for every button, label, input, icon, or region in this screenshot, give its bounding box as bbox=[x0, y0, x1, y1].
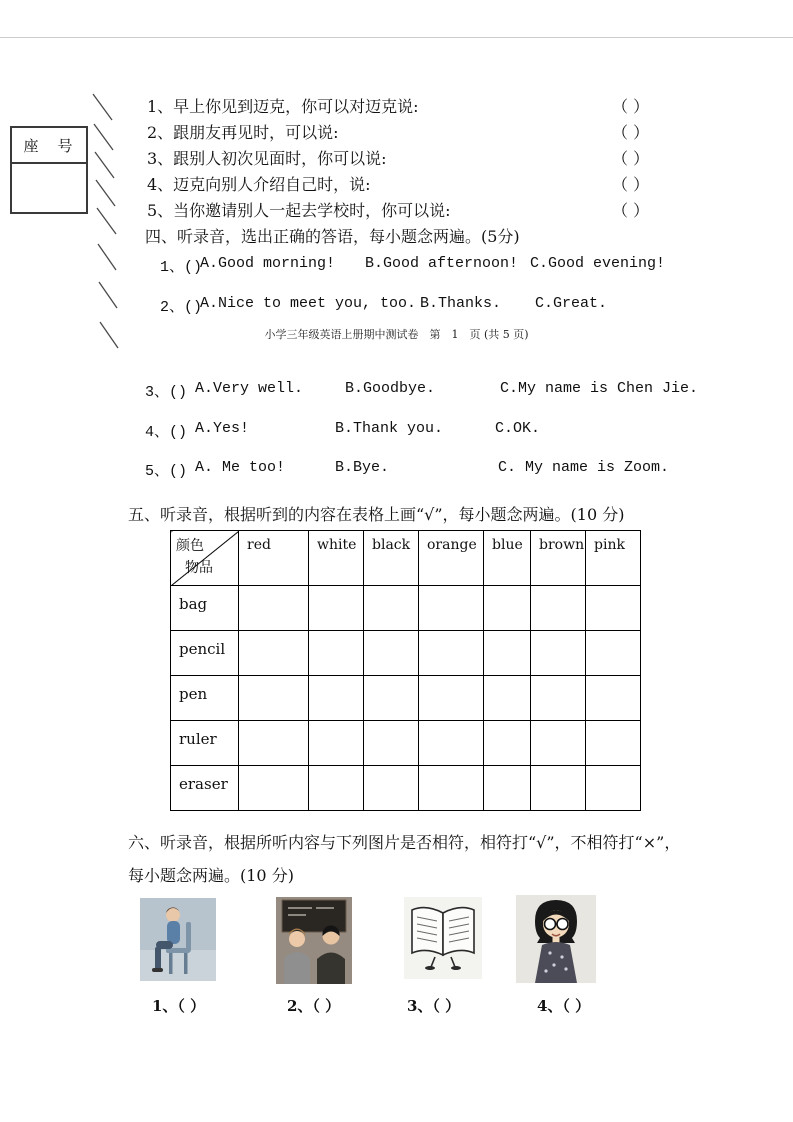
row-label-bag: bag bbox=[171, 586, 239, 631]
table-cell bbox=[531, 631, 586, 676]
question-row-4 bbox=[147, 172, 650, 194]
section-four-title: 四、听录音，选出正确的答语，每小题念两遍。(5分) bbox=[145, 227, 520, 246]
question-row-5 bbox=[147, 198, 650, 220]
row-label-pen: pen bbox=[171, 676, 239, 721]
col-header-brown: brown bbox=[531, 531, 586, 586]
section-six-title-line1: 六、听录音，根据所听内容与下列图片是否相符，相符打“√”，不相符打“×”， bbox=[128, 833, 681, 852]
col-header-white: white bbox=[309, 531, 364, 586]
option-b: B.Goodbye. bbox=[345, 380, 436, 397]
table-cell bbox=[364, 631, 419, 676]
answer-bracket: （ ） bbox=[612, 175, 650, 194]
table-cell bbox=[364, 586, 419, 631]
question-text: 4、迈克向别人介绍自己时，说: bbox=[147, 175, 371, 194]
picture-4-caption: 4、（ ） bbox=[537, 997, 591, 1015]
question-row-1 bbox=[147, 94, 650, 116]
item-number: 5、() bbox=[145, 463, 188, 480]
table-cell bbox=[309, 721, 364, 766]
picture-1-boy-sitting-on-chair bbox=[140, 898, 216, 981]
table-cell bbox=[484, 631, 531, 676]
page-footer: 小学三年级英语上册期中测试卷 第 1 页 (共 5 页) bbox=[264, 328, 529, 341]
table-cell bbox=[309, 586, 364, 631]
answer-bracket: （ ） bbox=[612, 123, 650, 142]
option-b: B.Thank you. bbox=[335, 420, 444, 437]
picture-4-woman-with-glasses bbox=[516, 895, 596, 983]
col-header-blue: blue bbox=[484, 531, 531, 586]
table-cell bbox=[586, 586, 641, 631]
question-text: 2、跟朋友再见时，可以说: bbox=[147, 123, 339, 142]
option-a: A.Very well. bbox=[195, 380, 304, 397]
table-cell bbox=[586, 631, 641, 676]
picture-1-caption: 1、（ ） bbox=[152, 997, 206, 1015]
table-cell bbox=[419, 766, 484, 811]
table-row-pen bbox=[171, 676, 641, 721]
table-cell bbox=[531, 676, 586, 721]
option-a: A. Me too! bbox=[195, 459, 286, 476]
row-label-pencil: pencil bbox=[171, 631, 239, 676]
listening-check-table bbox=[170, 530, 641, 811]
table-cell bbox=[239, 676, 309, 721]
section-five-title: 五、听录音，根据听到的内容在表格上画“√”，每小题念两遍。(10 分) bbox=[128, 505, 625, 524]
item-number: 4、() bbox=[145, 424, 188, 441]
table-cell bbox=[531, 586, 586, 631]
table-cell bbox=[586, 766, 641, 811]
col-header-pink: pink bbox=[586, 531, 641, 586]
option-c: C. My name is Zoom. bbox=[498, 459, 670, 476]
table-cell bbox=[419, 586, 484, 631]
option-a: A.Nice to meet you, too. bbox=[200, 295, 417, 312]
table-cell bbox=[239, 631, 309, 676]
table-cell bbox=[586, 721, 641, 766]
col-header-black: black bbox=[364, 531, 419, 586]
option-a: A.Yes! bbox=[195, 420, 250, 437]
question-text: 5、当你邀请别人一起去学校时，你可以说: bbox=[147, 201, 451, 220]
table-row-bag bbox=[171, 586, 641, 631]
table-cell bbox=[484, 721, 531, 766]
picture-3-open-book bbox=[404, 897, 482, 979]
table-cell bbox=[364, 676, 419, 721]
option-a: A.Good morning! bbox=[200, 255, 336, 272]
seat-number-label: 座 号 bbox=[12, 128, 86, 164]
col-header-red: red bbox=[239, 531, 309, 586]
picture-2-caption: 2、（ ） bbox=[287, 997, 341, 1015]
question-row-2 bbox=[147, 120, 650, 142]
table-cell bbox=[364, 766, 419, 811]
question-text: 3、跟别人初次见面时，你可以说: bbox=[147, 149, 387, 168]
table-row-ruler bbox=[171, 721, 641, 766]
option-b: B.Thanks. bbox=[420, 295, 502, 312]
answer-bracket: （ ） bbox=[612, 97, 650, 116]
table-corner-cell bbox=[171, 531, 239, 586]
picture-2-two-people-greeting bbox=[276, 897, 352, 984]
item-number: 2、() bbox=[160, 299, 203, 316]
option-c: C.My name is Chen Jie. bbox=[500, 380, 699, 397]
item-number: 1、() bbox=[160, 259, 203, 276]
row-label-ruler: ruler bbox=[171, 721, 239, 766]
table-cell bbox=[239, 721, 309, 766]
table-cell bbox=[419, 631, 484, 676]
page-top-rule bbox=[0, 37, 793, 38]
table-cell bbox=[484, 676, 531, 721]
table-cell bbox=[239, 766, 309, 811]
table-cell bbox=[419, 676, 484, 721]
answer-bracket: （ ） bbox=[612, 149, 650, 168]
answer-bracket: （ ） bbox=[612, 201, 650, 220]
table-cell bbox=[484, 586, 531, 631]
item-number: 3、() bbox=[145, 384, 188, 401]
table-cell bbox=[309, 676, 364, 721]
table-row-pencil bbox=[171, 631, 641, 676]
margin-slash-marks bbox=[88, 92, 124, 354]
option-c: C.Good evening! bbox=[530, 255, 666, 272]
seat-number-box bbox=[10, 126, 88, 214]
row-label-eraser: eraser bbox=[171, 766, 239, 811]
option-b: B.Bye. bbox=[335, 459, 390, 476]
picture-3-caption: 3、（ ） bbox=[407, 997, 461, 1015]
table-cell bbox=[419, 721, 484, 766]
table-row-eraser bbox=[171, 766, 641, 811]
table-cell bbox=[309, 631, 364, 676]
section-six-title-line2: 每小题念两遍。(10 分) bbox=[128, 866, 294, 885]
table-cell bbox=[484, 766, 531, 811]
corner-label-item: 物品 bbox=[185, 560, 213, 576]
question-row-3 bbox=[147, 146, 650, 168]
table-cell bbox=[531, 766, 586, 811]
corner-label-color: 颜色 bbox=[176, 538, 204, 554]
question-text: 1、早上你见到迈克，你可以对迈克说: bbox=[147, 97, 419, 116]
table-cell bbox=[586, 676, 641, 721]
table-cell bbox=[531, 721, 586, 766]
option-c: C.Great. bbox=[535, 295, 608, 312]
option-c: C.OK. bbox=[495, 420, 541, 437]
table-cell bbox=[364, 721, 419, 766]
option-b: B.Good afternoon! bbox=[365, 255, 519, 272]
col-header-orange: orange bbox=[419, 531, 484, 586]
table-cell bbox=[239, 586, 309, 631]
table-cell bbox=[309, 766, 364, 811]
